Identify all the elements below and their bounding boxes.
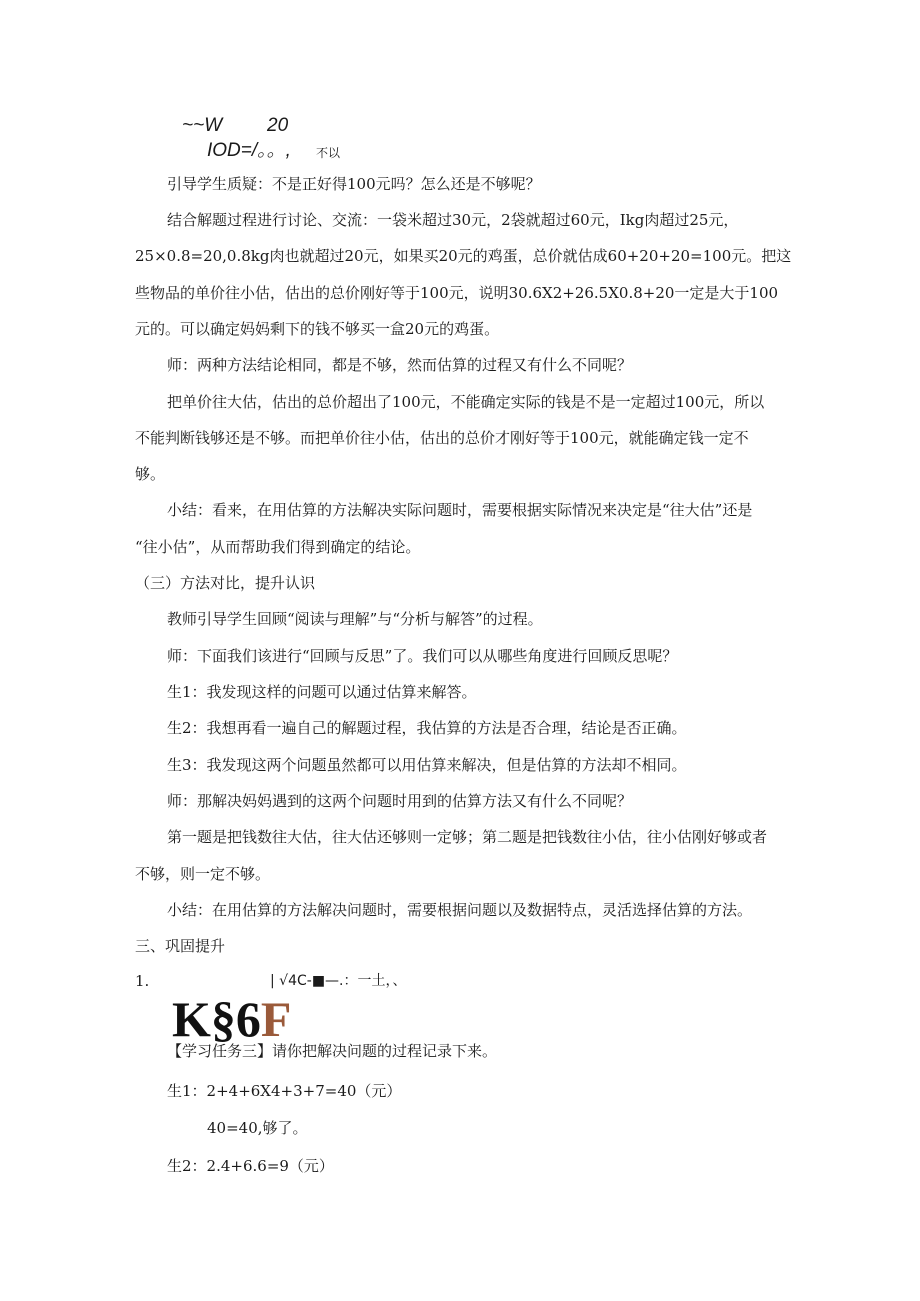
paragraph-summary1-line1: 小结：看来，在用估算的方法解决实际问题时，需要根据实际情况来决定是“往大估”还是 (167, 501, 753, 519)
student2-calculation: 生2：2.4+6.6=9（元） (167, 1157, 334, 1175)
paragraph-teacher-question: 师：两种方法结论相同，都是不够，然而估算的过程又有什么不同呢？ (167, 356, 633, 374)
paragraph-answer-line2: 不够，则一定不够。 (135, 865, 271, 883)
garbled-image-text-main: K§6 (172, 991, 261, 1047)
paragraph-student3: 生3：我发现这两个问题虽然都可以用估算来解决，但是估算的方法却不相同。 (167, 756, 687, 774)
garbled-image-text (172, 991, 292, 1047)
student1-conclusion: 40=40,够了。 (207, 1119, 308, 1137)
exercise-number: 1. (135, 972, 150, 990)
header-fragment-2: 20 (267, 115, 289, 136)
student1-calculation: 生1：2+4+6X4+3+7=40（元） (167, 1082, 402, 1100)
section-heading-method-compare: （三）方法对比，提升认识 (135, 574, 316, 592)
paragraph-review: 教师引导学生回顾“阅读与理解”与“分析与解答”的过程。 (167, 610, 543, 628)
paragraph-summary1-line2: “往小估”，从而帮助我们得到确定的结论。 (135, 538, 421, 556)
paragraph-discussion-line1: 结合解题过程进行讨论、交流：一袋米超过30元，2袋就超过60元，Ikg肉超过25元， (167, 211, 739, 229)
paragraph-answer-line1: 第一题是把钱数往大估，往大估还够则一定够；第二题是把钱数往小估，往小估刚好够或者 (167, 828, 768, 846)
header-fragment-1: ~~W (182, 115, 223, 136)
paragraph-compare-line2: 不能判断钱够还是不够。而把单价往小估，估出的总价才刚好等于100元，就能确定钱一定不 (135, 429, 749, 447)
garbled-image-text-accent: F (260, 991, 292, 1047)
paragraph-compare-line1: 把单价往大估，估出的总价超出了100元，不能确定实际的钱是不是一定超过100元，所以 (167, 393, 765, 411)
paragraph-discussion-line2: 25×0.8=20,0.8kg肉也就超过20元，如果买20元的鸡蛋，总价就估成60+20+20=100元。把这 (135, 247, 792, 265)
paragraph-compare-line3: 够。 (135, 465, 166, 483)
section-heading-consolidate: 三、巩固提升 (135, 937, 226, 955)
paragraph-discussion-line4: 元的。可以确定妈妈剩下的钱不够买一盒20元的鸡蛋。 (135, 320, 500, 338)
exercise-garbled-text: | √4C-■—.：一土，、 (270, 973, 407, 989)
paragraph-discussion-line3: 些物品的单价往小估，估出的总价刚好等于100元，说明30.6X2+26.5X0.8+20一定是大于100 (135, 284, 779, 302)
paragraph-question: 引导学生质疑：不是正好得100元吗？怎么还是不够呢？ (167, 175, 541, 193)
paragraph-student1: 生1：我发现这样的问题可以通过估算来解答。 (167, 683, 477, 701)
learning-task-3: 【学习任务三】请你把解决问题的过程记录下来。 (167, 1042, 498, 1060)
paragraph-student2: 生2：我想再看一遍自己的解题过程，我估算的方法是否合理，结论是否正确。 (167, 719, 687, 737)
header-fragment-3: IOD=/。。, (207, 140, 291, 161)
paragraph-teacher-difference: 师：那解决妈妈遇到的这两个问题时用到的估算方法又有什么不同呢？ (167, 792, 633, 810)
paragraph-reflect-question: 师：下面我们该进行“回顾与反思”了。我们可以从哪些角度进行回顾反思呢？ (167, 647, 678, 665)
paragraph-summary2: 小结：在用估算的方法解决问题时，需要根据问题以及数据特点，灵活选择估算的方法。 (167, 901, 753, 919)
header-fragment-4: 不以 (316, 146, 341, 160)
